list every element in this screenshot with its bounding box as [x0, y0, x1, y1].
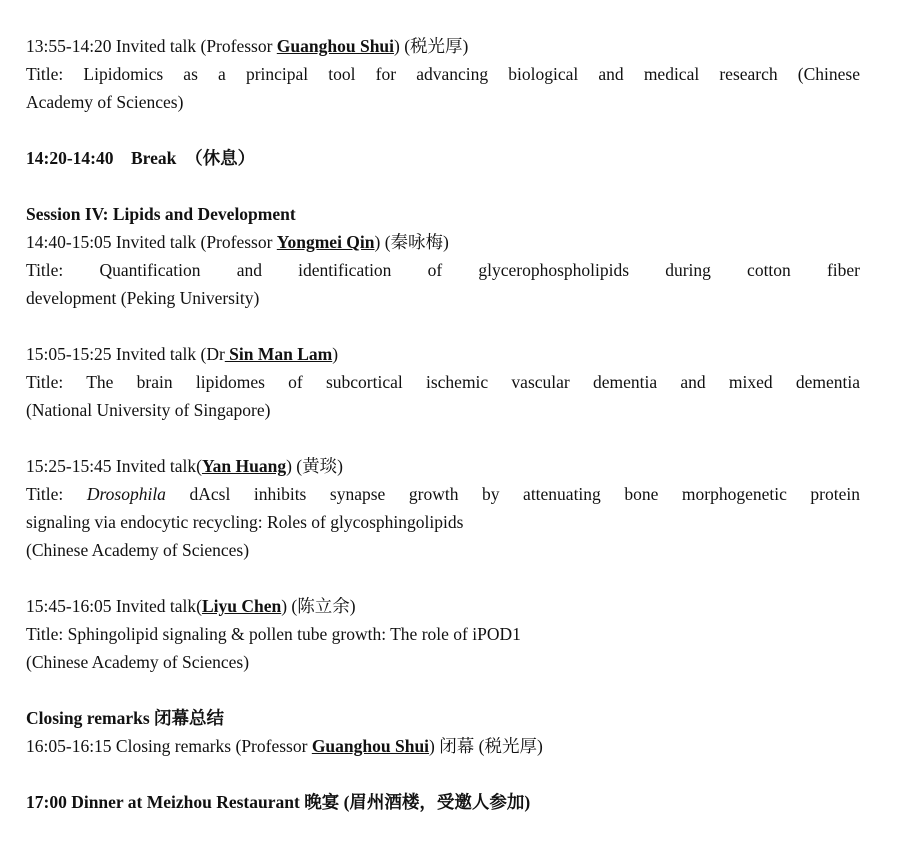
session-heading: Session IV: Lipids and Development: [26, 204, 296, 224]
talk2-title-line2: development (Peking University): [26, 288, 260, 308]
break-label: Break: [130, 148, 177, 168]
dinner-line: 17:00 Dinner at Meizhou Restaurant 晚宴 (眉州酒楼，受邀人参加): [26, 792, 531, 812]
talk5-title-line2: (Chinese Academy of Sciences): [26, 652, 250, 672]
talk2-time: 14:40-15:05 Invited talk (Professor: [26, 232, 277, 252]
closing-time: 16:05-16:15 Closing remarks (Professor: [26, 736, 312, 756]
talk1-title-line1: Title: Lipidomics as a principal tool for advancing biological and medical research (Chinese: [26, 64, 860, 84]
break-cn: （休息）: [185, 148, 256, 168]
talk1-speaker: Guanghou Shui: [276, 36, 395, 56]
talk3-header: [26, 340, 860, 368]
talk4-title-line3: (Chinese Academy of Sciences): [26, 540, 250, 560]
talk4-header: [26, 452, 860, 480]
talk5-title-line1: Title: Sphingolipid signaling & pollen tube growth: The role of iPOD1: [26, 624, 521, 644]
talk2-speaker: Yongmei Qin: [276, 232, 375, 252]
talk4-title-prefix: Title:: [26, 484, 87, 504]
closing-suffix: ) 闭幕 (税光厚): [429, 736, 543, 756]
closing-speaker: Guanghou Shui: [311, 736, 430, 756]
talk4-title-italic: Drosophila: [86, 484, 166, 504]
talk2-suffix: ) (秦咏梅): [374, 232, 449, 252]
talk4-title-line2: signaling via endocytic recycling: Roles of glycosphingolipids: [26, 512, 464, 532]
talk4-title-line1: [26, 480, 860, 508]
talk1-title-line2: Academy of Sciences): [26, 92, 184, 112]
break-line: [26, 144, 860, 172]
talk4-title-rest: dAcsl inhibits synapse growth by attenuating bone morphogenetic protein: [165, 484, 860, 504]
talk2-header: [26, 228, 860, 256]
talk1-suffix: ) (税光厚): [394, 36, 469, 56]
talk5-speaker: Liyu Chen: [201, 596, 282, 616]
talk3-speaker: Sin Man Lam: [224, 344, 333, 364]
talk3-time: 15:05-15:25 Invited talk (Dr: [26, 344, 225, 364]
talk4-speaker: Yan Huang: [201, 456, 287, 476]
talk3-title-line2: (National University of Singapore): [26, 400, 271, 420]
talk1-header: [26, 32, 860, 60]
program-page: [26, 32, 860, 816]
talk4-time: 15:25-15:45 Invited talk(: [26, 456, 202, 476]
talk3-title-line1: Title: The brain lipidomes of subcortical ischemic vascular dementia and mixed dementia: [26, 372, 860, 392]
closing-heading: Closing remarks 闭幕总结: [26, 708, 225, 728]
talk3-suffix: ): [332, 344, 339, 364]
break-time: 14:20-14:40: [26, 148, 114, 168]
talk4-suffix: ) (黄琰): [286, 456, 343, 476]
closing-line: [26, 732, 860, 760]
talk1-time: 13:55-14:20 Invited talk (Professor: [26, 36, 277, 56]
talk5-time: 15:45-16:05 Invited talk(: [26, 596, 202, 616]
talk5-suffix: ) (陈立余): [281, 596, 356, 616]
talk5-header: [26, 592, 860, 620]
talk2-title-line1: Title: Quantification and identification of glycerophospholipids during cotton fiber: [26, 260, 860, 280]
